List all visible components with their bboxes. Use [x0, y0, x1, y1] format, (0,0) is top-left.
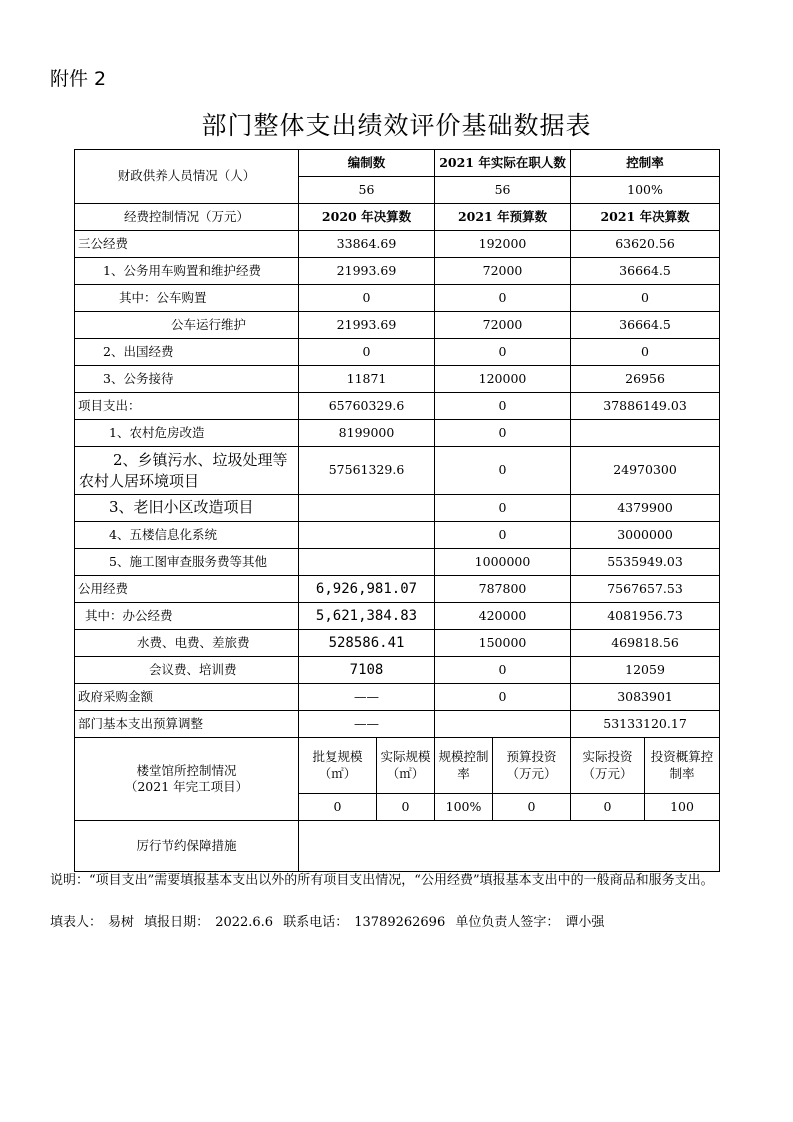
cell: 72000: [435, 312, 571, 339]
row-label: 5、施工图审查服务费等其他: [75, 549, 299, 576]
table-row: [75, 420, 720, 447]
cell: 21993.69: [299, 312, 435, 339]
cell: 0: [435, 420, 571, 447]
col-header: 2021 年预算数: [435, 204, 571, 231]
staff-value: 56: [435, 177, 571, 204]
cell: 0: [299, 285, 435, 312]
cell: 1000000: [435, 549, 571, 576]
building-label-line1: 楼堂馆所控制情况: [136, 762, 237, 778]
col-header: 预算投资（万元）: [493, 738, 571, 794]
cell: 65760329.6: [299, 393, 435, 420]
cell: 3000000: [571, 522, 720, 549]
row-label: 2、出国经费: [75, 339, 299, 366]
row-label: 其中：公车购置: [75, 285, 299, 312]
table-row: [75, 366, 720, 393]
cell: 7108: [299, 657, 435, 684]
fill-date: 2022.6.6: [215, 915, 274, 930]
table-row: [75, 711, 720, 738]
cell: 36664.5: [571, 312, 720, 339]
signer-name: 谭小强: [565, 915, 605, 930]
cell: 528586.41: [299, 630, 435, 657]
cell: 787800: [435, 576, 571, 603]
cell: 24970300: [571, 447, 720, 495]
expense-header-row: [75, 204, 720, 231]
col-header: 2021 年决算数: [571, 204, 720, 231]
cell: 4379900: [571, 495, 720, 522]
cell: [571, 420, 720, 447]
sign-label: 单位负责人签字：: [455, 915, 560, 930]
cell: 0: [435, 657, 571, 684]
cell: 6,926,981.07: [299, 576, 435, 603]
cell: 420000: [435, 603, 571, 630]
saving-value: [299, 821, 720, 872]
table-row: [75, 603, 720, 630]
row-label: 公车运行维护: [75, 312, 299, 339]
cell: 36664.5: [571, 258, 720, 285]
cell: 0: [435, 522, 571, 549]
cell: 8199000: [299, 420, 435, 447]
cell: 0: [571, 339, 720, 366]
cell: 100: [645, 794, 720, 821]
cell: [299, 495, 435, 522]
row-label: 政府采购金额: [75, 684, 299, 711]
cell: 33864.69: [299, 231, 435, 258]
table-row: [75, 312, 720, 339]
building-label-line2: （2021 年完工项目）: [124, 779, 249, 794]
cell: 100%: [435, 794, 493, 821]
filler-label: 填表人：: [50, 915, 103, 930]
table-row: [75, 393, 720, 420]
table-row: [75, 339, 720, 366]
row-label: 项目支出：: [75, 393, 299, 420]
cell: 0: [571, 794, 645, 821]
table-row: [75, 258, 720, 285]
filler-name: 易树: [108, 915, 135, 930]
cell: 57561329.6: [299, 447, 435, 495]
cell: 26956: [571, 366, 720, 393]
cell: 0: [435, 285, 571, 312]
cell: 0: [299, 794, 377, 821]
cell: 0: [493, 794, 571, 821]
cell: 11871: [299, 366, 435, 393]
cell: 150000: [435, 630, 571, 657]
col-header: 控制率: [571, 150, 720, 177]
table-row: [75, 549, 720, 576]
row-label: 3、公务接待: [75, 366, 299, 393]
cell: [435, 711, 571, 738]
table-row: [75, 657, 720, 684]
cell: 7567657.53: [571, 576, 720, 603]
cell: 192000: [435, 231, 571, 258]
staff-label: 财政供养人员情况（人）: [75, 150, 299, 204]
col-header: 实际规模（㎡）: [377, 738, 435, 794]
cell: [299, 549, 435, 576]
row-label: 1、农村危房改造: [75, 420, 299, 447]
table-row: [75, 495, 720, 522]
table-row: [75, 285, 720, 312]
phone-label: 联系电话：: [283, 915, 349, 930]
cell: 12059: [571, 657, 720, 684]
staff-value: 56: [299, 177, 435, 204]
row-label: 部门基本支出预算调整: [75, 711, 299, 738]
col-header: 2020 年决算数: [299, 204, 435, 231]
date-label: 填报日期：: [144, 915, 210, 930]
staff-header-row: [75, 150, 720, 177]
row-label: 其中：办公经费: [75, 603, 299, 630]
cell: 63620.56: [571, 231, 720, 258]
cell: ——: [299, 684, 435, 711]
building-label: [75, 738, 299, 821]
row-label: 2、乡镇污水、垃圾处理等农村人居环境项目: [75, 447, 299, 495]
cell: 72000: [435, 258, 571, 285]
attachment-label: 附件 2: [50, 68, 107, 90]
cell: 0: [435, 684, 571, 711]
cell: 37886149.03: [571, 393, 720, 420]
cell: 0: [571, 285, 720, 312]
cell: ——: [299, 711, 435, 738]
row-label: 公用经费: [75, 576, 299, 603]
table-row: [75, 684, 720, 711]
table-row: [75, 576, 720, 603]
table-row: [75, 231, 720, 258]
saving-row: [75, 821, 720, 872]
data-table: [74, 149, 720, 872]
row-label: 水费、电费、差旅费: [75, 630, 299, 657]
row-label: 1、公务用车购置和维护经费: [75, 258, 299, 285]
cell: 469818.56: [571, 630, 720, 657]
row-label: 4、五楼信息化系统: [75, 522, 299, 549]
table-row: [75, 447, 720, 495]
col-header: 2021 年实际在职人数: [435, 150, 571, 177]
row-label: 三公经费: [75, 231, 299, 258]
cell: 5535949.03: [571, 549, 720, 576]
row-label: 会议费、培训费: [75, 657, 299, 684]
col-header: 实际投资（万元）: [571, 738, 645, 794]
col-header: 规模控制率: [435, 738, 493, 794]
cell: 120000: [435, 366, 571, 393]
cell: 5,621,384.83: [299, 603, 435, 630]
col-header: 批复规模（㎡）: [299, 738, 377, 794]
cell: 3083901: [571, 684, 720, 711]
page-title: 部门整体支出绩效评价基础数据表: [201, 111, 592, 140]
footnote: 说明：“项目支出”需要填报基本支出以外的所有项目支出情况，“公用经费”填报基本支出中的一般商品和服务支出。: [50, 873, 714, 888]
filler-info: [50, 911, 750, 930]
table-row: [75, 630, 720, 657]
row-label: 3、老旧小区改造项目: [75, 495, 299, 522]
saving-label: 厉行节约保障措施: [75, 821, 299, 872]
table-row: [75, 522, 720, 549]
col-header: 投资概算控制率: [645, 738, 720, 794]
staff-value: 100%: [571, 177, 720, 204]
phone-number: 13789262696: [354, 915, 446, 930]
cell: 0: [377, 794, 435, 821]
cell: 0: [435, 447, 571, 495]
cell: 0: [435, 393, 571, 420]
cell: 0: [435, 495, 571, 522]
cell: 21993.69: [299, 258, 435, 285]
building-header-row: [75, 738, 720, 794]
cell: 0: [435, 339, 571, 366]
cell: [299, 522, 435, 549]
expense-label: 经费控制情况（万元）: [75, 204, 299, 231]
cell: 53133120.17: [571, 711, 720, 738]
col-header: 编制数: [299, 150, 435, 177]
cell: 4081956.73: [571, 603, 720, 630]
cell: 0: [299, 339, 435, 366]
